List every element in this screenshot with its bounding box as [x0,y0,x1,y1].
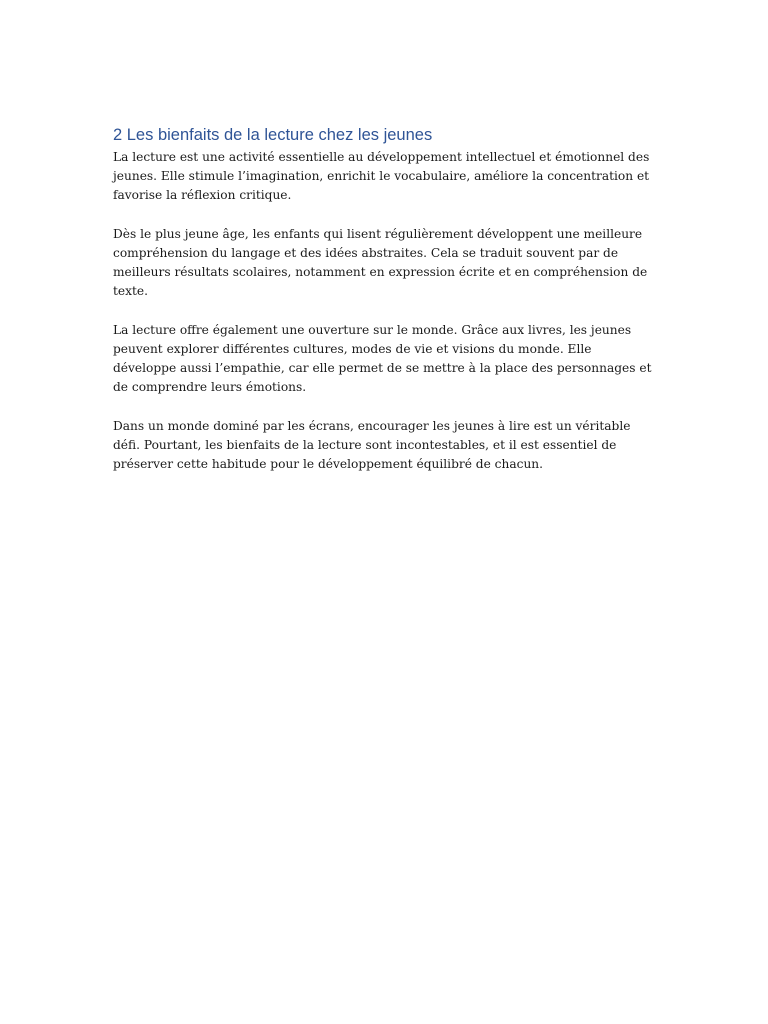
paragraph-conclusion: Dans un monde dominé par les écrans, encourager les jeunes à lire est un véritable défi. Pourtant, les bienfaits de la lecture sont incontestables, et il est essentiel de préserver cette habitude pour le développement équilibré de chacun. [113,418,631,472]
paragraph-world-opening: La lecture offre également une ouverture sur le monde. Grâce aux livres, les jeunes peuvent explorer différentes cultures, modes de vie et visions du monde. Elle développe aussi l’empathie, car elle permet de se mettre à la place des personnages et de comprendre leurs émotions. [113,322,652,395]
section-heading: 2 Les bienfaits de la lecture chez les jeunes [113,126,433,144]
paragraph-intro: La lecture est une activité essentielle au développement intellectuel et émotionnel des jeunes. Elle stimule l’imagination, enrichit le vocabulaire, améliore la concentration et favorise la réflexion critique. [113,150,650,203]
paragraph-early-age: Dès le plus jeune âge, les enfants qui lisent régulièrement développent une meilleure compréhension du langage et des idées abstraites. Cela se traduit souvent par de meilleurs résultats scolaires, notamment en expression écrite et en compréhension de texte. [113,226,648,299]
document-body [113,124,658,494]
